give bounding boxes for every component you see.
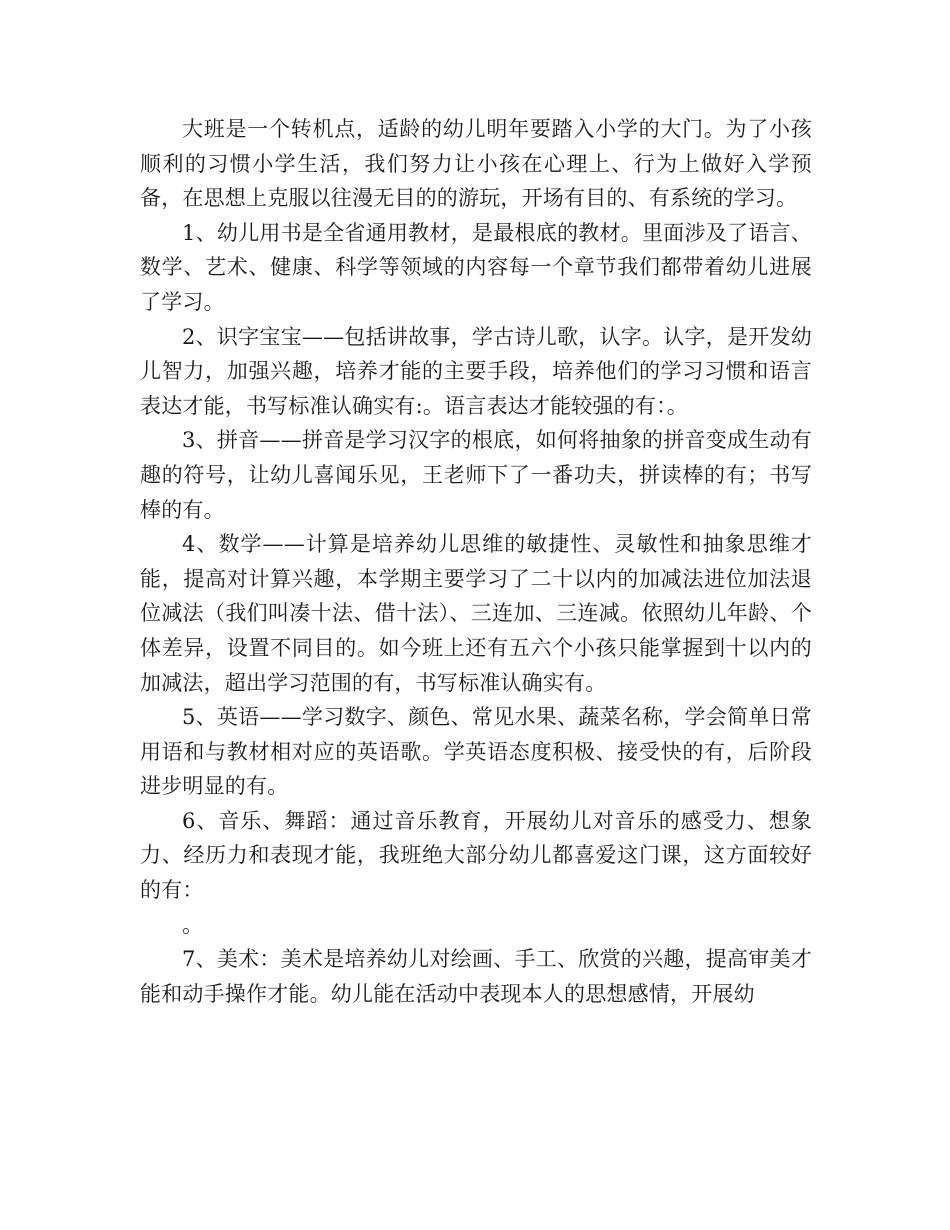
paragraph-music-continuation: 。 [182,912,204,937]
paragraph-pinyin: 3、拼音——拼音是学习汉字的根底，如何将抽象的拼音变成生动有趣的符号，让幼儿喜闻乐见，王老师下了一番功夫，拼读棒的有；书写棒的有。 [140,428,812,522]
paragraph-intro: 大班是一个转机点，适龄的幼儿明年要踏入小学的大门。为了小孩顺利的习惯小学生活，我们努力让小孩在心理上、行为上做好入学预备，在思想上克服以往漫无目的的游玩，开场有目的、有系统的学习。 [140,117,812,211]
paragraph-music-dance: 6、音乐、舞蹈：通过音乐教育，开展幼儿对音乐的感受力、想象力、经历力和表现才能，我班绝大部分幼儿都喜爱这门课，这方面较好的有： [140,808,812,903]
document-body [140,112,812,1011]
paragraph-math: 4、数学——计算是培养幼儿思维的敏捷性、灵敏性和抽象思维才能，提高对计算兴趣，本学期主要学习了二十以内的加减法进位加法退位减法（我们叫凑十法、借十法）、三连加、三连减。依照幼儿年龄、个体差异，设置不同目的。如今班上还有五六个小孩只能掌握到十以内的加减法，超出学习范围的有，书写标准认确实有。 [140,532,812,695]
paragraph-textbook: 1、幼儿用书是全省通用教材，是最根底的教材。里面涉及了语言、数学、艺术、健康、科学等领域的内容每一个章节我们都带着幼儿进展了学习。 [140,220,812,314]
paragraph-art: 7、美术：美术是培养幼儿对绘画、手工、欣赏的兴趣，提高审美才能和动手操作才能。幼儿能在活动中表现本人的思想感情，开展幼 [140,947,812,1006]
paragraph-literacy: 2、识字宝宝——包括讲故事，学古诗儿歌，认字。认字，是开发幼儿智力，加强兴趣，培养才能的主要手段，培养他们的学习习惯和语言表达才能，书写标准认确实有:。语言表达才能较强的有：。 [140,324,812,418]
paragraph-english: 5、英语——学习数字、颜色、常见水果、蔬菜名称，学会简单日常用语和与教材相对应的英语歌。学英语态度积极、接受快的有，后阶段进步明显的有。 [140,705,812,799]
